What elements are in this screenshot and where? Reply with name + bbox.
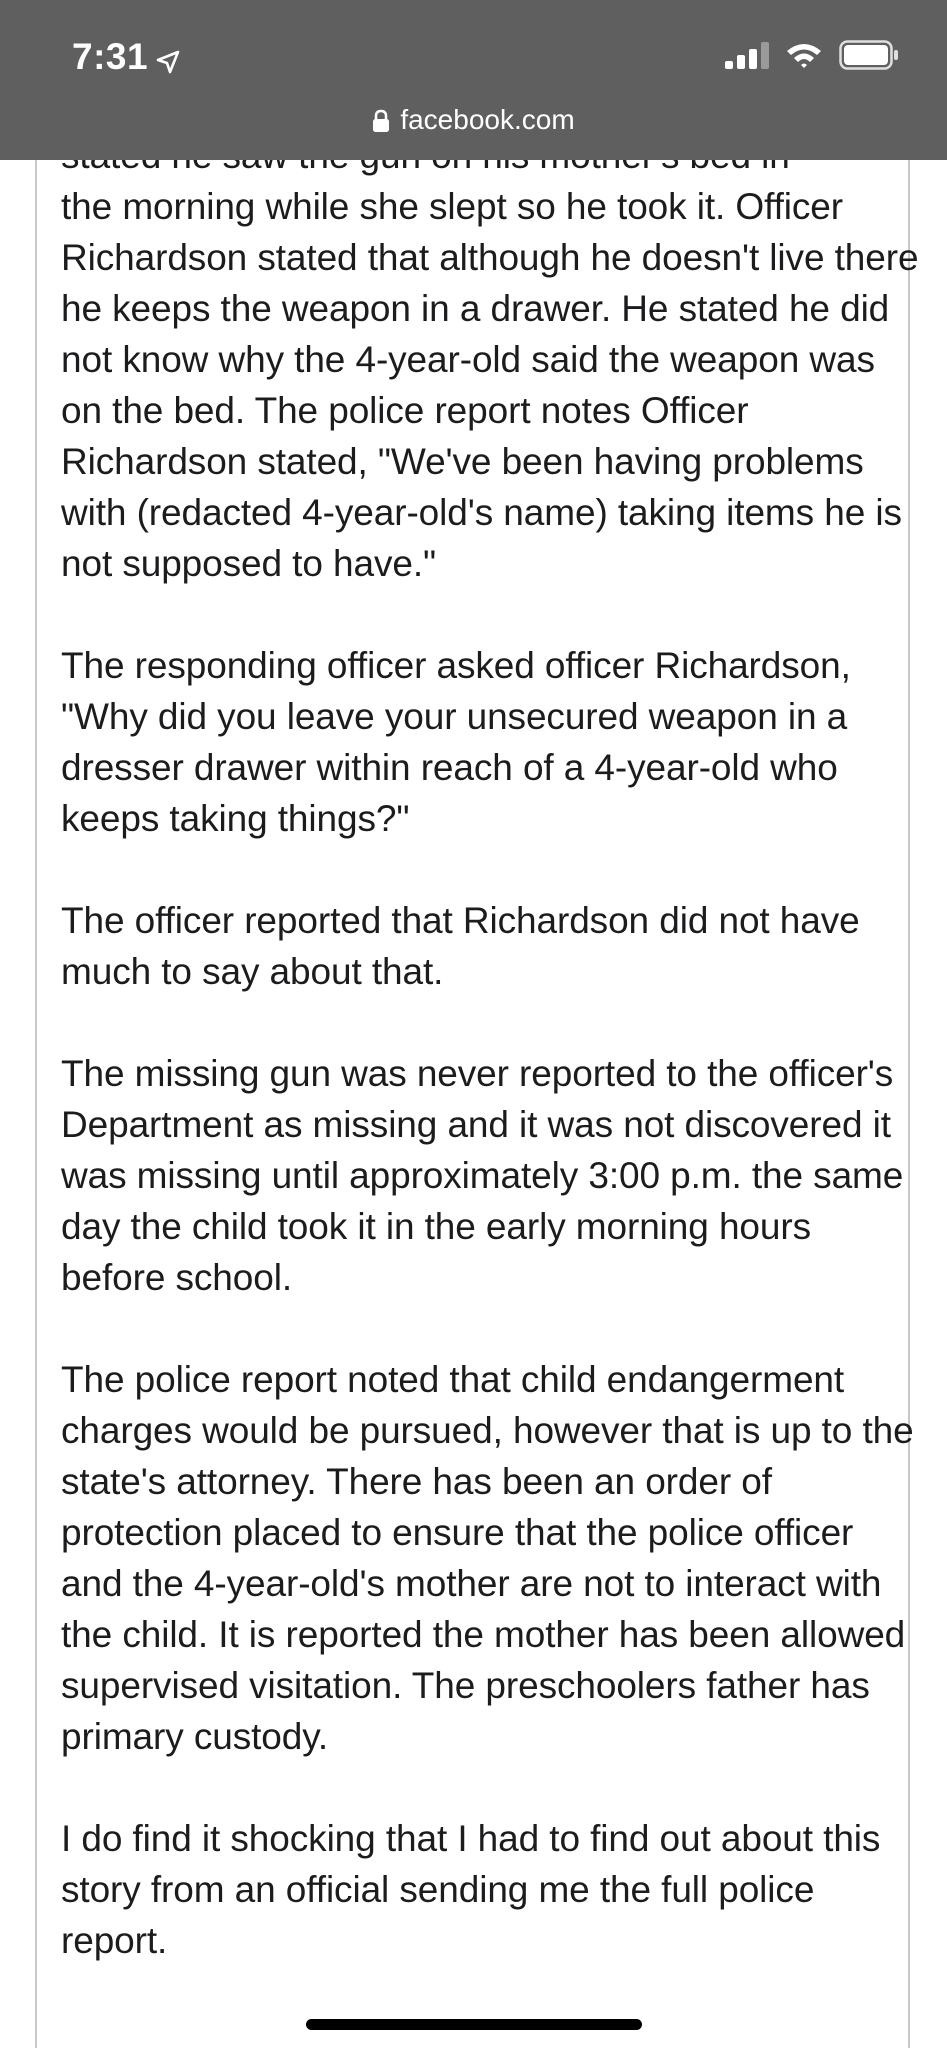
cellular-signal-icon bbox=[725, 41, 769, 74]
status-time-text: 7:31 bbox=[72, 36, 149, 77]
article-paragraph-2: The responding officer asked officer Richardson, "Why did you leave your unsecured weapon in a dresser drawer within reach of a 4-year-old who keeps taking things?" bbox=[61, 645, 861, 839]
article-paragraph-1: the morning while she slept so he took it. Officer Richardson stated that although he doesn't live there he keeps the weapon in a drawer. He stated he did not know why the 4-year-old said the weapon was on the bed. The police report notes Officer Richardson stated, "We've been having problems with (redacted 4-year-old's name) taking items he is not supposed to have." bbox=[61, 186, 929, 584]
status-indicators bbox=[725, 40, 899, 75]
post-article bbox=[61, 130, 929, 2017]
lock-icon bbox=[372, 108, 390, 132]
url-text: facebook.com bbox=[400, 104, 575, 135]
url-bar[interactable] bbox=[0, 104, 947, 136]
wifi-icon bbox=[785, 41, 823, 74]
status-bar bbox=[0, 0, 947, 160]
article-paragraph-3: The officer reported that Richardson did not have much to say about that. bbox=[61, 900, 870, 992]
article-paragraph-6: I do find it shocking that I had to find out about this story from an official sending me the full police report. bbox=[61, 1818, 891, 1961]
location-arrow-icon bbox=[154, 43, 182, 71]
article-paragraph-4: The missing gun was never reported to the officer's Department as missing and it was not discovered it was missing until approximately 3:00 p.m. the same day the child took it in the early morning hours before school. bbox=[61, 1053, 914, 1298]
home-indicator[interactable] bbox=[306, 2019, 642, 2030]
battery-icon bbox=[839, 40, 899, 75]
article-paragraph-5: The police report noted that child endangerment charges would be pursued, however that is up to the state's attorney. There has been an order of protection placed to ensure that the police officer and the 4-year-old's mother are not to interact with the child. It is reported the mother has been allowed supervised visitation. The preschoolers father has primary custody. bbox=[61, 1359, 924, 1757]
status-time bbox=[72, 36, 182, 78]
